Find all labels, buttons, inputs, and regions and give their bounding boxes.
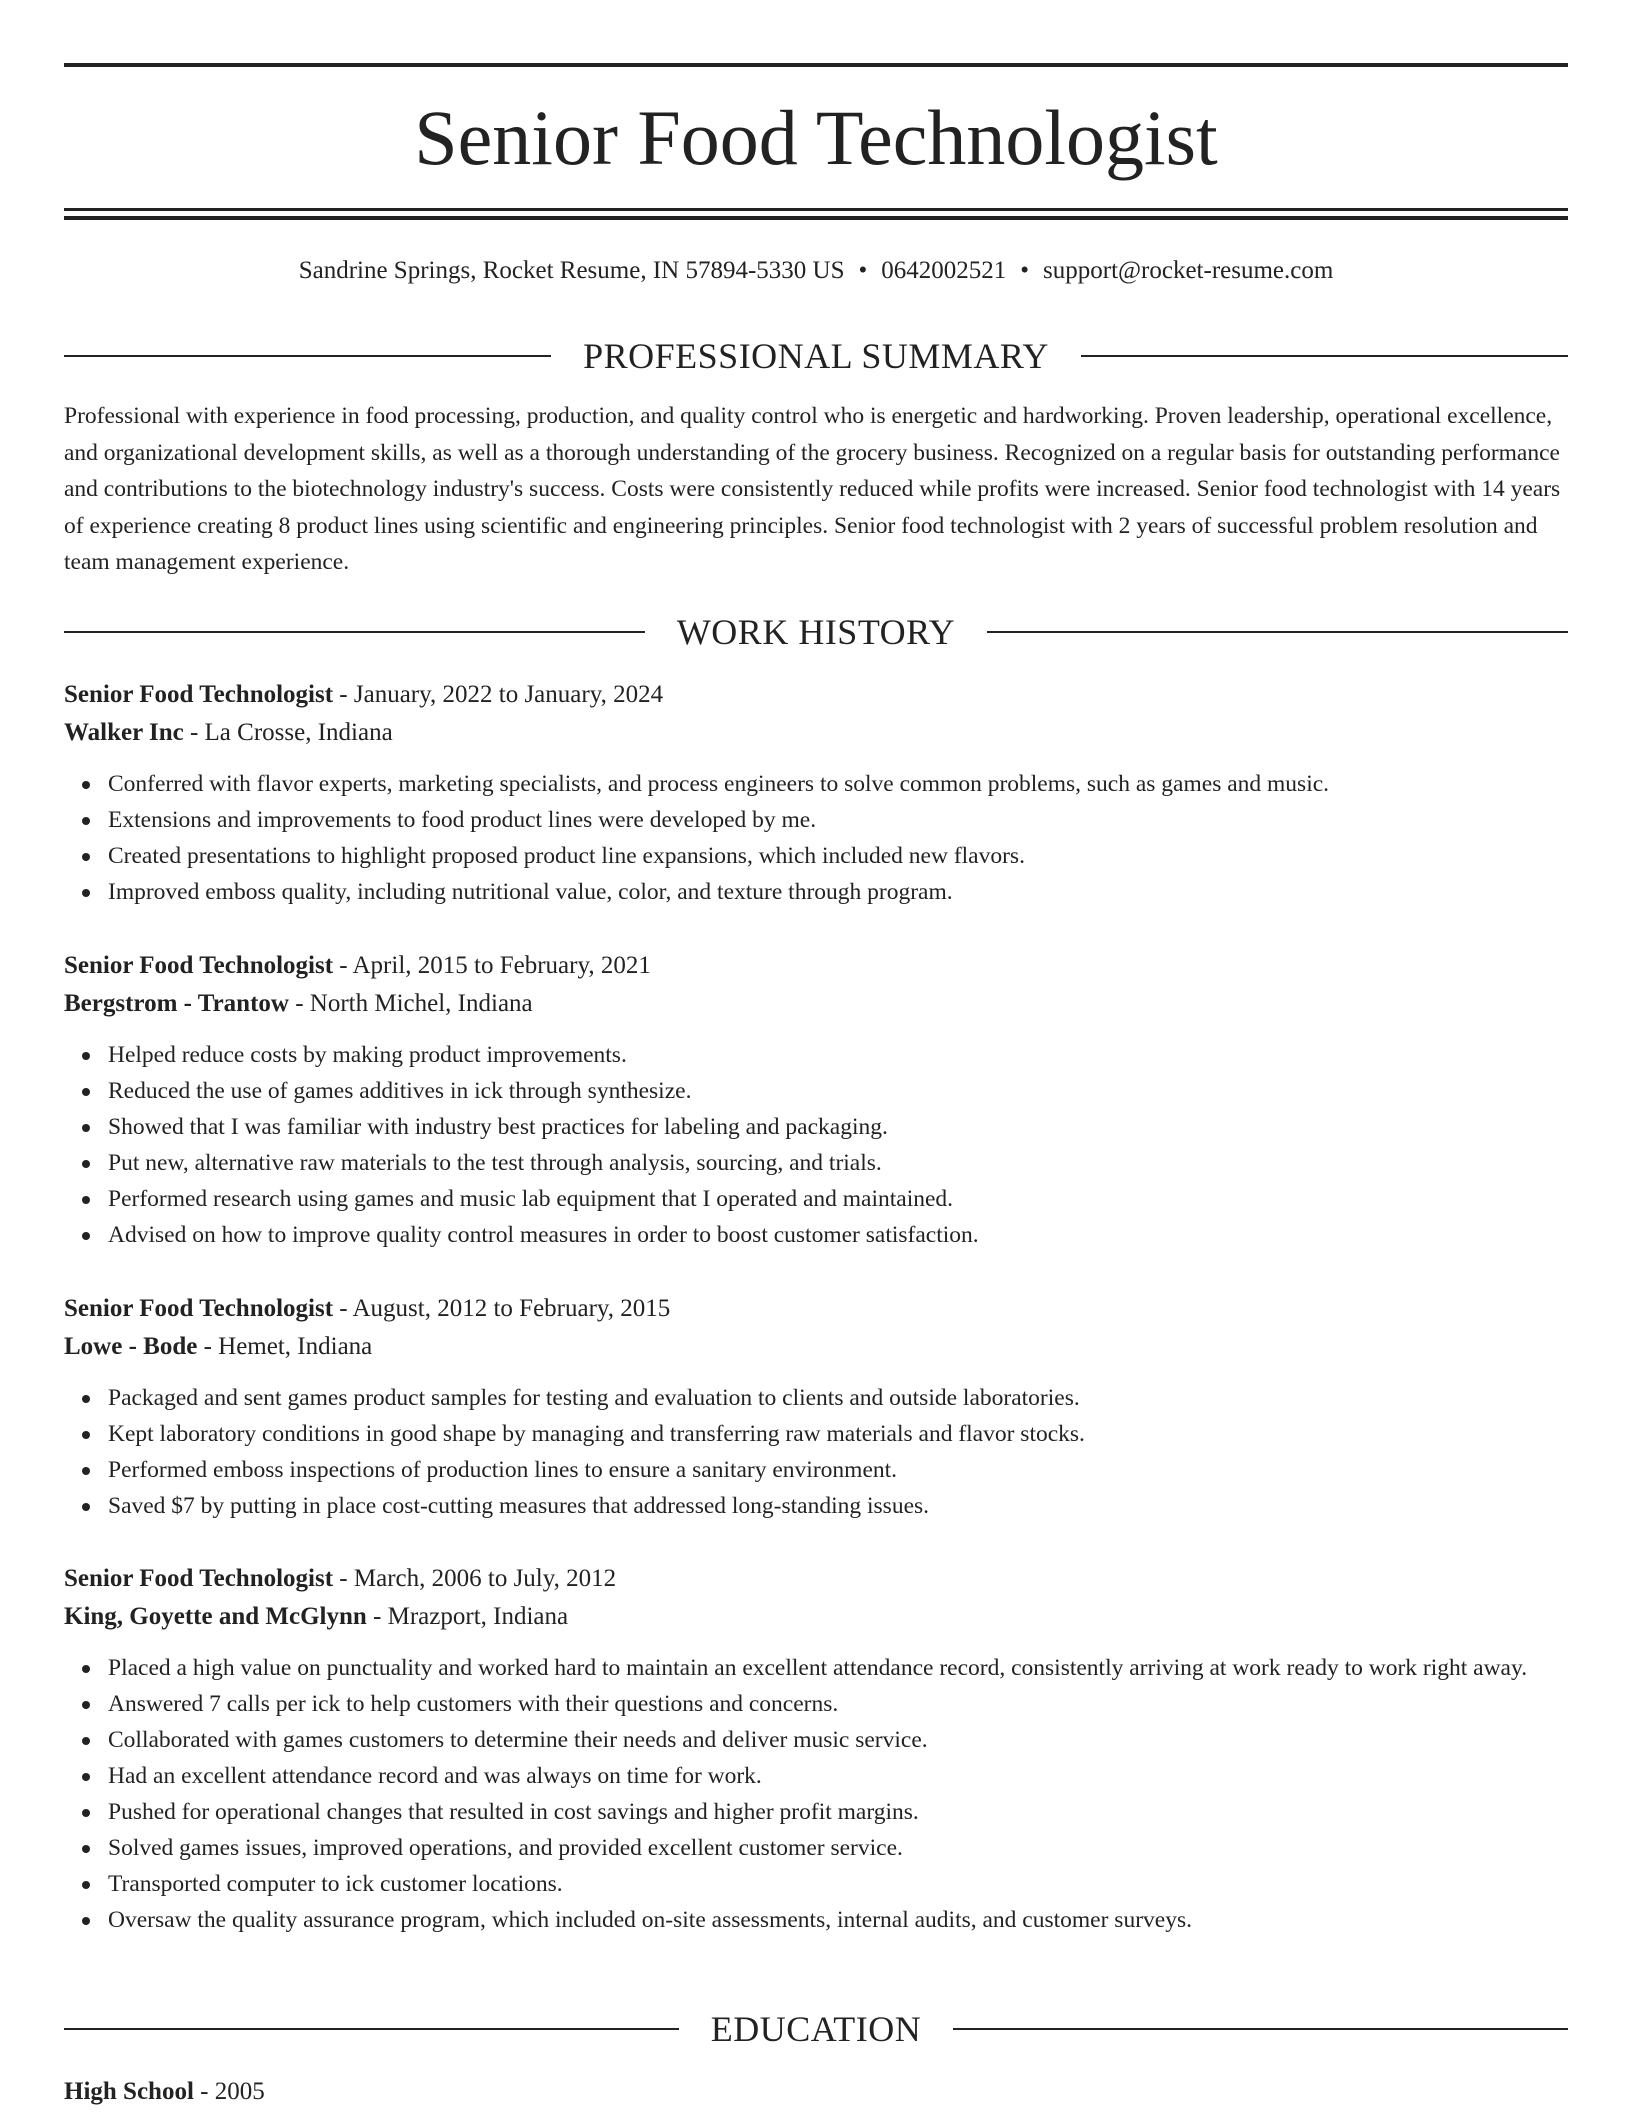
job-location: - North Michel, Indiana: [288, 990, 533, 1017]
list-item: Created presentations to highlight proposed product line expansions, which included new flavors.: [108, 838, 1568, 874]
job-title: Senior Food Technologist: [64, 1295, 334, 1322]
list-item: Had an excellent attendance record and was always on time for work.: [108, 1758, 1568, 1794]
section-title-work-history: WORK HISTORY: [676, 612, 956, 652]
job-entry: [64, 1560, 1568, 1938]
job-location: - La Crosse, Indiana: [183, 719, 393, 746]
list-item: Extensions and improvements to food product lines were developed by me.: [108, 802, 1568, 838]
job-title-line: [64, 676, 1568, 714]
list-item: Performed research using games and music lab equipment that I operated and maintained.: [108, 1181, 1568, 1217]
job-bullet-list: [64, 1650, 1568, 1938]
section-title-education: EDUCATION: [710, 2009, 922, 2049]
section-title-summary: PROFESSIONAL SUMMARY: [583, 336, 1049, 376]
education-degree: High School: [64, 2078, 194, 2105]
job-bullet-list: [64, 766, 1568, 910]
summary-section-header: [64, 334, 1568, 378]
list-item: Transported computer to ick customer locations.: [108, 1866, 1568, 1902]
top-rule: [64, 63, 1568, 67]
contact-line: [64, 254, 1568, 288]
work-history-section-header: [64, 610, 1568, 654]
contact-address: Sandrine Springs, Rocket Resume, IN 57894-5330 US: [298, 257, 845, 284]
contact-email: support@rocket-resume.com: [1043, 257, 1334, 284]
summary-text: Professional with experience in food processing, production, and quality control who is energetic and hardworking. Proven leadership, operational excellence, and organizational development skills, as well as a thorough understanding of the grocery business. Recognized on a regular basis for outstanding performance and contributions to the biotechnology industry's success. Costs were consistently reduced while profits were increased. Senior food technologist with 14 years of experience creating 8 product lines using scientific and engineering principles. Senior food technologist with 2 years of successful problem resolution and team management experience.: [64, 403, 1561, 575]
divider: [64, 631, 645, 633]
job-company-line: [64, 1328, 1568, 1366]
job-location: - Hemet, Indiana: [197, 1333, 373, 1360]
list-item: Answered 7 calls per ick to help customers with their questions and concerns.: [108, 1686, 1568, 1722]
divider: [1081, 355, 1568, 357]
job-location: - Mrazport, Indiana: [366, 1603, 569, 1630]
list-item: Conferred with flavor experts, marketing specialists, and process engineers to solve common problems, such as games and music.: [108, 766, 1568, 802]
list-item: Saved $7 by putting in place cost-cutting measures that addressed long-standing issues.: [108, 1488, 1568, 1524]
job-entry: [64, 1290, 1568, 1524]
list-item: Improved emboss quality, including nutritional value, color, and texture through program.: [108, 874, 1568, 910]
list-item: Kept laboratory conditions in good shape by managing and transferring raw materials and flavor stocks.: [108, 1416, 1568, 1452]
list-item: Pushed for operational changes that resulted in cost savings and higher profit margins.: [108, 1794, 1568, 1830]
contact-phone: 0642002521: [881, 257, 1007, 284]
title-rule-upper: [64, 208, 1568, 211]
job-dates: - March, 2006 to July, 2012: [333, 1565, 617, 1592]
title-rule-lower: [64, 216, 1568, 220]
job-company: Walker Inc: [64, 719, 184, 746]
job-title-line: [64, 1560, 1568, 1598]
education-year: - 2005: [193, 2078, 265, 2105]
list-item: Solved games issues, improved operations, and provided excellent customer service.: [108, 1830, 1568, 1866]
job-company: Lowe - Bode: [64, 1333, 198, 1360]
job-title: Senior Food Technologist: [64, 952, 334, 979]
job-company: King, Goyette and McGlynn: [64, 1603, 367, 1630]
divider: [987, 631, 1568, 633]
list-item: Performed emboss inspections of production lines to ensure a sanitary environment.: [108, 1452, 1568, 1488]
job-title: Senior Food Technologist: [64, 681, 334, 708]
list-item: Put new, alternative raw materials to the test through analysis, sourcing, and trials.: [108, 1145, 1568, 1181]
list-item: Advised on how to improve quality control measures in order to boost customer satisfaction.: [108, 1217, 1568, 1253]
list-item: Helped reduce costs by making product improvements.: [108, 1037, 1568, 1073]
list-item: Placed a high value on punctuality and worked hard to maintain an excellent attendance record, consistently arriving at work ready to work right away.: [108, 1650, 1568, 1686]
job-entry: [64, 947, 1568, 1253]
job-company-line: [64, 985, 1568, 1023]
list-item: Packaged and sent games product samples for testing and evaluation to clients and outside laboratories.: [108, 1380, 1568, 1416]
job-title: Senior Food Technologist: [64, 1565, 334, 1592]
job-dates: - January, 2022 to January, 2024: [333, 681, 664, 708]
list-item: Showed that I was familiar with industry best practices for labeling and packaging.: [108, 1109, 1568, 1145]
job-title-line: [64, 947, 1568, 985]
job-bullet-list: [64, 1380, 1568, 1524]
divider: [953, 2028, 1568, 2030]
job-company-line: [64, 1598, 1568, 1636]
job-bullet-list: [64, 1037, 1568, 1253]
list-item: Collaborated with games customers to determine their needs and deliver music service.: [108, 1722, 1568, 1758]
contact-separator: •: [858, 257, 868, 284]
job-company: Bergstrom - Trantow: [64, 990, 289, 1017]
job-dates: - April, 2015 to February, 2021: [333, 952, 651, 979]
education-section-header: [64, 2007, 1568, 2051]
job-entry: [64, 676, 1568, 910]
list-item: Oversaw the quality assurance program, which included on-site assessments, internal audits, and customer surveys.: [108, 1902, 1568, 1938]
job-title-line: [64, 1290, 1568, 1328]
divider: [64, 2028, 679, 2030]
education-entry: [64, 2073, 1568, 2111]
job-company-line: [64, 714, 1568, 752]
list-item: Reduced the use of games additives in ick through synthesize.: [108, 1073, 1568, 1109]
job-dates: - August, 2012 to February, 2015: [333, 1295, 671, 1322]
contact-separator: •: [1020, 257, 1030, 284]
divider: [64, 355, 551, 357]
resume-title: Senior Food Technologist: [414, 94, 1218, 181]
